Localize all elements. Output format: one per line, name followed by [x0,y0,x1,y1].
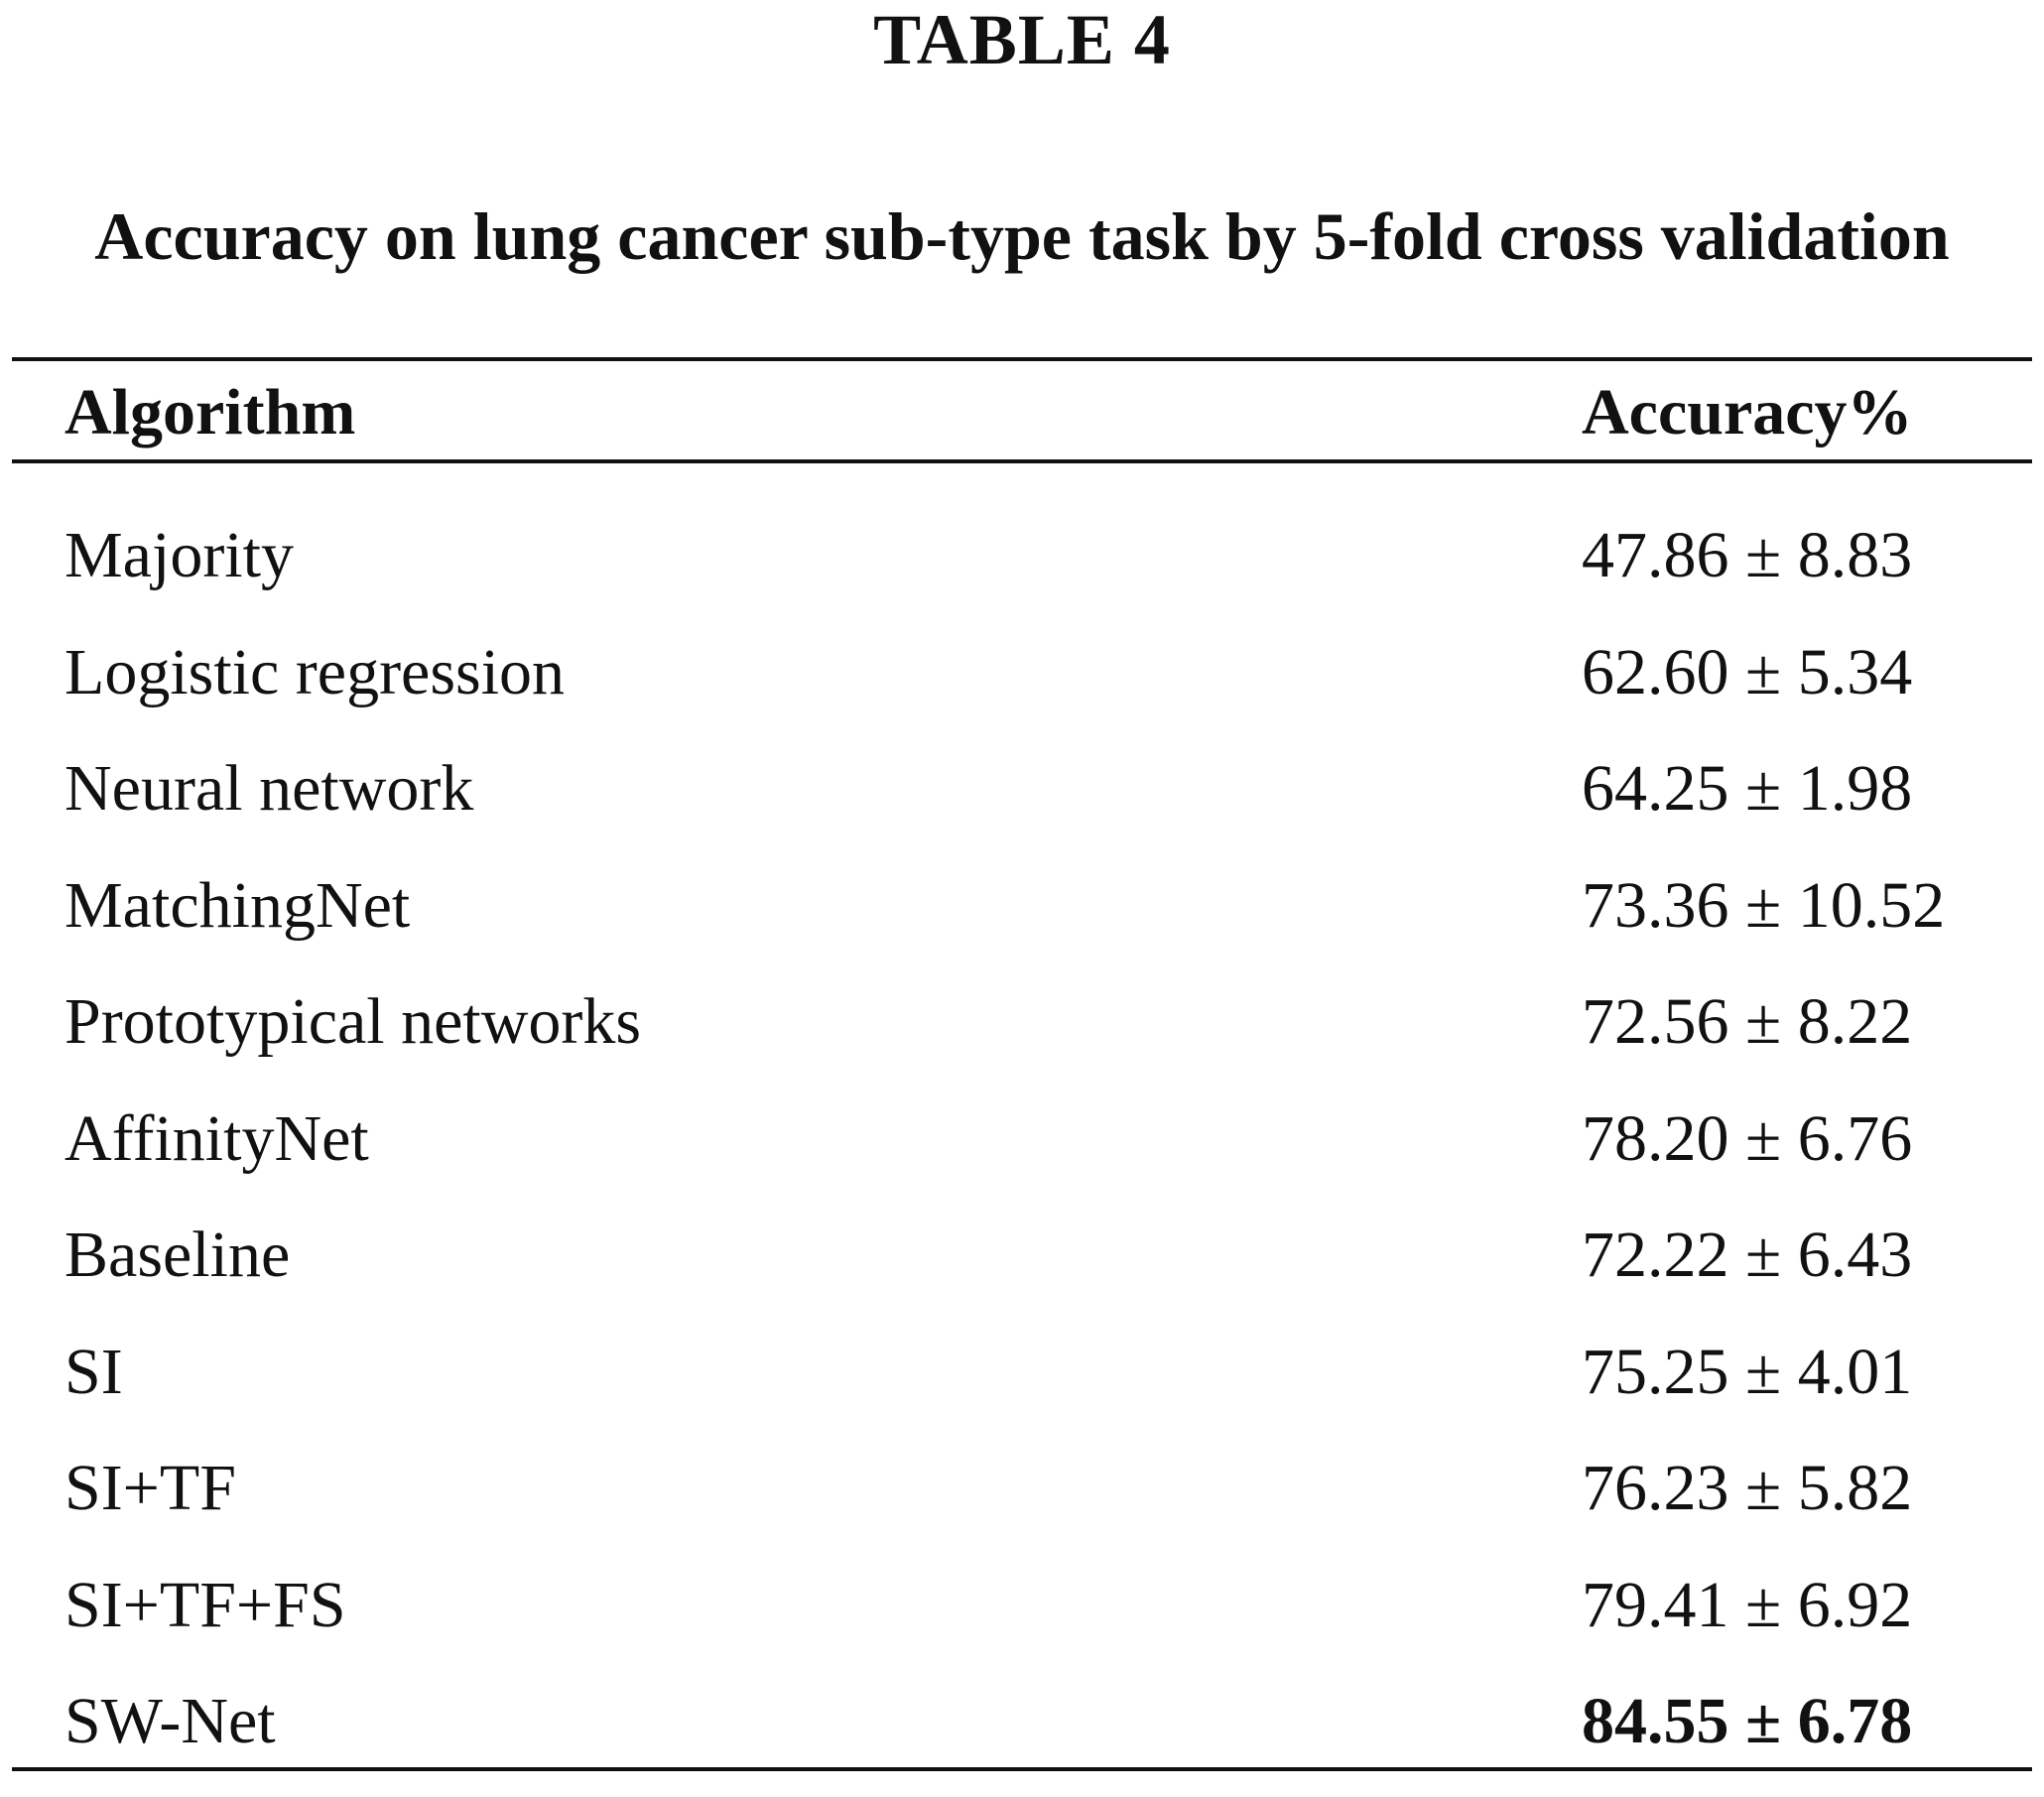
accuracy-cell: 62.60 ± 5.34 [1582,635,1913,708]
column-header-accuracy: Accuracy% [1582,376,1913,449]
algorithm-cell: SW-Net [64,1685,276,1757]
algorithm-cell: MatchingNet [64,868,411,942]
algorithm-cell: SI+TF+FS [64,1568,346,1641]
table-row [0,1214,2044,1331]
accuracy-cell: 47.86 ± 8.83 [1582,519,1913,591]
table-row [0,1447,2044,1564]
algorithm-cell: SI [64,1335,123,1408]
header-rule [12,459,2032,463]
accuracy-cell: 73.36 ± 10.52 [1582,868,1946,942]
table-row [0,1564,2044,1681]
top-rule [12,357,2032,361]
algorithm-cell: AffinityNet [64,1101,369,1175]
table-row [0,747,2044,864]
table-body [0,514,2044,1797]
table-row [0,1097,2044,1215]
table-row [0,864,2044,981]
table-row [0,631,2044,748]
table-caption: Accuracy on lung cancer sub-type task by 5-fold cross validation [94,198,1950,274]
table-label: TABLE 4 [873,0,1171,79]
table-row [0,980,2044,1097]
bottom-rule [12,1767,2032,1771]
table-row [0,514,2044,631]
accuracy-cell: 75.25 ± 4.01 [1582,1335,1913,1408]
accuracy-cell: 76.23 ± 5.82 [1582,1452,1913,1524]
column-header-algorithm: Algorithm [64,376,356,449]
algorithm-cell: SI+TF [64,1452,236,1524]
accuracy-cell: 72.22 ± 6.43 [1582,1219,1913,1291]
table-row [0,1331,2044,1448]
accuracy-cell: 64.25 ± 1.98 [1582,752,1913,825]
accuracy-cell: 79.41 ± 6.92 [1582,1568,1913,1641]
accuracy-cell: 78.20 ± 6.76 [1582,1101,1913,1175]
algorithm-cell: Prototypical networks [64,985,642,1058]
accuracy-cell: 84.55 ± 6.78 [1582,1685,1913,1757]
header-row [0,371,2044,454]
algorithm-cell: Majority [64,519,294,591]
algorithm-cell: Baseline [64,1219,291,1291]
algorithm-cell: Neural network [64,752,474,825]
algorithm-cell: Logistic regression [64,635,566,708]
accuracy-cell: 72.56 ± 8.22 [1582,985,1913,1058]
